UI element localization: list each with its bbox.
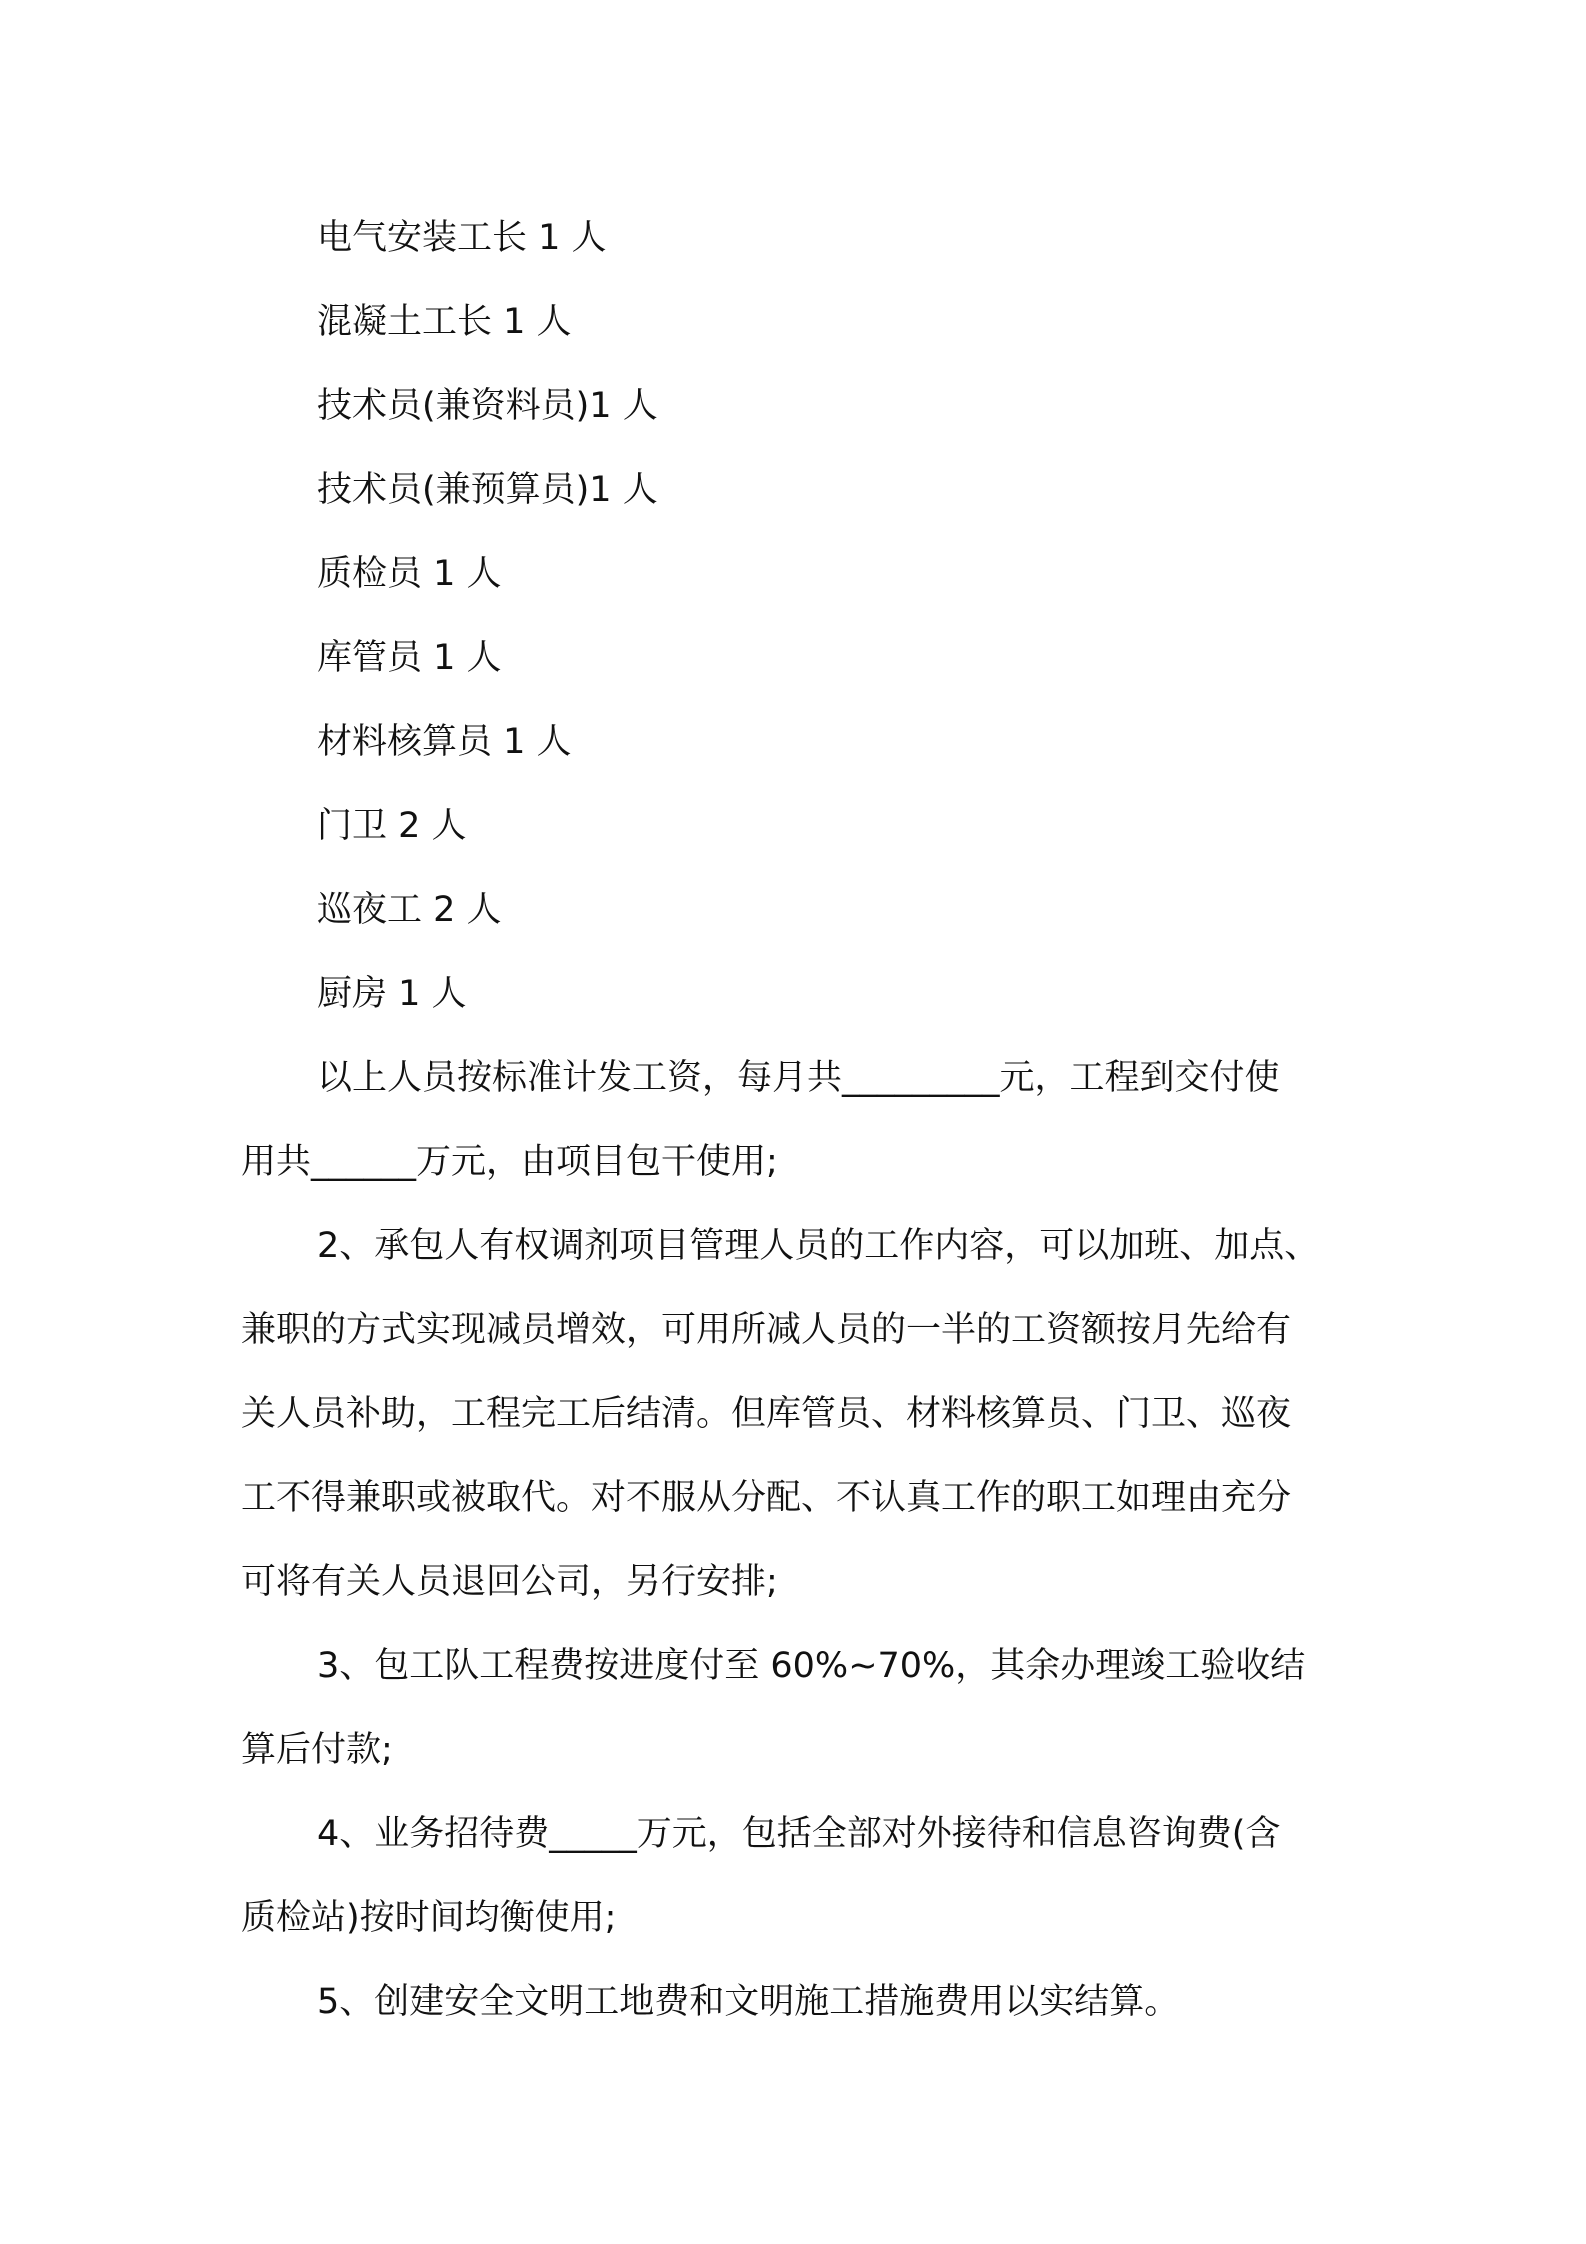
paragraph-item-4: [241, 1792, 1361, 1960]
staff-line: 巡夜工 2 人: [317, 890, 502, 930]
staff-line: 技术员(兼预算员)1 人: [317, 470, 658, 510]
staff-line: 质检员 1 人: [317, 554, 502, 594]
paragraph-line: 用共______万元，由项目包干使用;: [241, 1142, 778, 1182]
staff-line: 材料核算员 1 人: [317, 722, 572, 762]
paragraph-line: 可将有关人员退回公司，另行安排;: [241, 1562, 778, 1602]
paragraph-line: 关人员补助，工程完工后结清。但库管员、材料核算员、门卫、巡夜: [241, 1394, 1292, 1434]
paragraph-line: 4、业务招待费_____万元，包括全部对外接待和信息咨询费(含: [317, 1814, 1281, 1854]
paragraph-line: 以上人员按标准计发工资，每月共_________元，工程到交付使: [317, 1058, 1280, 1098]
paragraph-line: 兼职的方式实现减员增效，可用所减人员的一半的工资额按月先给有: [241, 1310, 1292, 1350]
staff-line: 技术员(兼资料员)1 人: [317, 386, 658, 426]
staff-line: 库管员 1 人: [317, 638, 502, 678]
paragraph-line: 3、包工队工程费按进度付至 60%~70%，其余办理竣工验收结: [317, 1646, 1306, 1686]
paragraph-line: 2、承包人有权调剂项目管理人员的工作内容，可以加班、加点、: [317, 1226, 1320, 1266]
staff-line: 电气安装工长 1 人: [317, 218, 607, 258]
document-body: [241, 196, 1361, 2044]
staff-line: 混凝土工长 1 人: [317, 302, 572, 342]
staff-list: [241, 196, 1361, 1036]
staff-line: 厨房 1 人: [317, 974, 467, 1014]
paragraph-item-2: [241, 1204, 1361, 1624]
paragraph-item-3: [241, 1624, 1361, 1792]
paragraph-item-5: [241, 1960, 1361, 2044]
paragraph-line: 算后付款;: [241, 1730, 393, 1770]
paragraph-line: 5、创建安全文明工地费和文明施工措施费用以实结算。: [317, 1982, 1180, 2022]
paragraph-salary: [241, 1036, 1361, 1204]
paragraph-line: 工不得兼职或被取代。对不服从分配、不认真工作的职工如理由充分: [241, 1478, 1292, 1518]
staff-line: 门卫 2 人: [317, 806, 467, 846]
paragraph-line: 质检站)按时间均衡使用;: [241, 1898, 617, 1938]
